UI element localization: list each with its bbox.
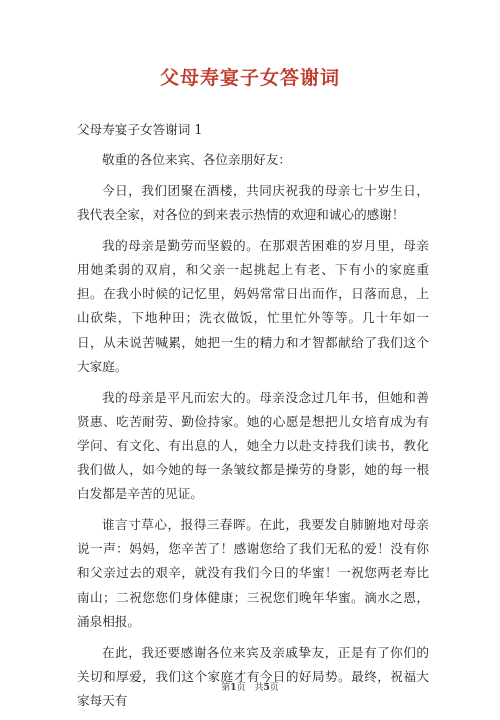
footer-suffix: 页 bbox=[269, 683, 279, 693]
page-title: 父母寿宴子女答谢词 bbox=[159, 67, 340, 89]
current-page-number: 1 bbox=[230, 683, 237, 693]
footer-prefix: 第 bbox=[221, 683, 231, 693]
body-paragraph: 谁言寸草心，报得三春晖。在此，我要发自肺腑地对母亲说一声：妈妈，您辛苦了！感谢您给了我们无私的爱！没有你和父亲过去的艰辛，就没有我们今日的华蜜！一祝您两老寿比南山；二祝您您们身体健康；三祝您们晚年华蜜。滴水之恩，涌泉相报。 bbox=[77, 517, 429, 629]
salutation-paragraph: 敬重的各位来宾、各位亲朋好友： bbox=[102, 152, 291, 168]
total-page-count: 5 bbox=[263, 683, 270, 693]
document-subtitle: 父母寿宴子女答谢词 1 bbox=[77, 122, 203, 137]
body-paragraph: 今日，我们团聚在酒楼，共同庆祝我的母亲七十岁生日，我代表全家，对各位的到来表示热情的欢迎和诚心的感谢！ bbox=[77, 182, 429, 223]
body-paragraph: 在此，我还要感谢各位来宾及亲戚挚友，正是有了你们的关切和厚爱，我们这个家庭才有今日的好局势。最终，祝福大家每天有 bbox=[77, 644, 429, 708]
page-footer bbox=[0, 682, 500, 694]
body-paragraph: 我的母亲是平凡而宏大的。母亲没念过几年书，但她和善贤惠、吃苦耐劳、勤俭持家。她的心愿是想把儿女培育成为有学问、有文化、有出息的人，她全力以赴支持我们读书，教化我们做人，如今她的每一条皱纹都是操劳的身影，她的每一根白发都是辛苦的见证。 bbox=[77, 389, 429, 502]
body-paragraph: 我的母亲是勤劳而坚毅的。在那艰苦困难的岁月里，母亲用她柔弱的双肩，和父亲一起挑起上有老、下有小的家庭重担。在我小时候的记忆里，妈妈常常日出而作，日落而息，上山砍柴，下地种田；洗衣做饭，忙里忙外等等。几十年如一日，从未说苦喊累，她把一生的精力和才智都献给了我们这个大家庭。 bbox=[77, 237, 429, 374]
document-body bbox=[77, 118, 429, 720]
footer-middle: 页 共 bbox=[236, 683, 264, 693]
